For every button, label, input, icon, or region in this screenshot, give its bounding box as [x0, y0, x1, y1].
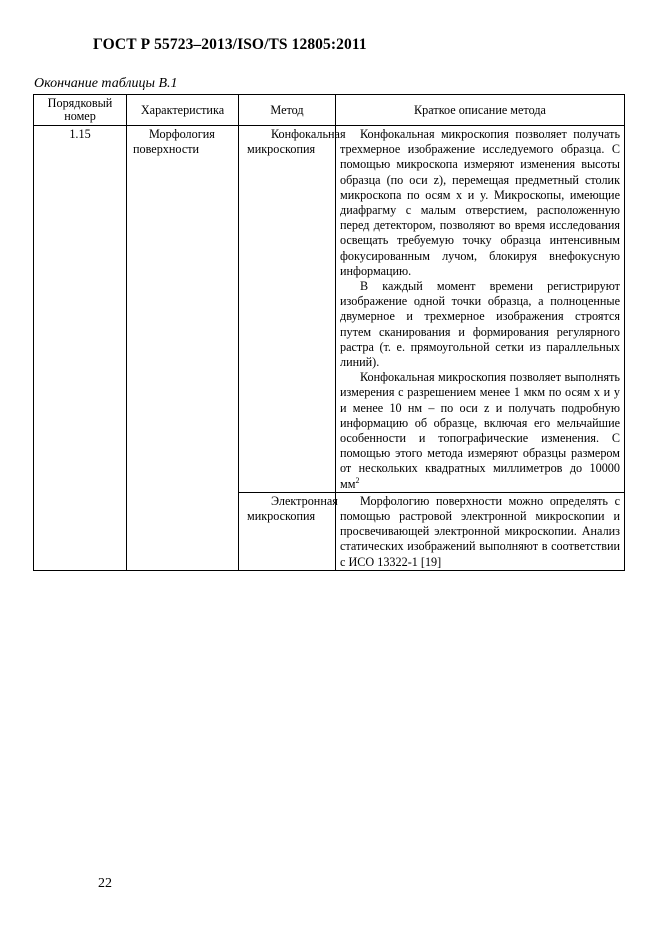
method-cell-confocal	[239, 126, 346, 493]
description-paragraph: В каждый момент времени регистрируют изображение одной точки образца, а полноценные двумерное и трехмерное изображения строятся путем сканирования и формирования регулярного растра (т. е. прямоугольной сетки из параллельных линий).	[340, 279, 620, 370]
superscript-2: 2	[355, 475, 360, 485]
table-caption: Окончание таблицы В.1	[34, 76, 178, 91]
column-header-description: Краткое описание метода	[336, 95, 625, 126]
column-header-characteristic: Характеристика	[127, 95, 239, 126]
table-header-row	[34, 95, 625, 126]
page-number: 22	[98, 876, 112, 891]
row-characteristic	[127, 126, 239, 571]
column-header-number: Порядковый номер	[34, 95, 127, 126]
description-cell-confocal	[336, 126, 625, 493]
row-number: 1.15	[34, 126, 127, 571]
description-paragraph-text: Конфокальная микроскопия позволяет выполнять измерения с разрешением менее 1 мкм по осям x и y и менее 10 нм – по оси z и получать подробную информацию об образце, включая его мельчайшие особенности и топографические изменения. С помощью этого метода измеряют образцы размером от нескольких квадратных миллиметров до 10000 мм	[340, 370, 620, 491]
method-name-confocal: Конфокальная микроскопия	[247, 127, 346, 157]
document-header: ГОСТ Р 55723–2013/ISO/TS 12805:2011	[93, 36, 367, 53]
description-paragraph	[340, 370, 620, 492]
method-name-electron: Электронная микроскопия	[247, 493, 338, 524]
characteristic-text: Морфология поверхности	[133, 127, 215, 157]
description-cell-electron	[336, 492, 625, 570]
column-header-method: Метод	[239, 95, 336, 126]
description-paragraph: Конфокальная микроскопия позволяет получать трехмерное изображение исследуемого образца. С помощью микроскопа измеряют изменения высоты образца (по оси z), перемещая предметный столик микроскопа по осям x и y. Микроскопы, имеющие диафрагму с малым отверстием, расположенную перед детектором, позволяют во время исследования освещать требуемую точку образца интенсивным фокусированным лучом, блокируя внефокусную информацию.	[340, 127, 620, 278]
description-paragraph: Морфологию поверхности можно определять с помощью растровой электронной микроскопии и просвечивающей электронной микроскопии. Анализ статических изображений выполняют в соответствии с ИСО 13322-1 [19]	[340, 493, 620, 569]
method-cell-electron	[239, 492, 336, 570]
characteristics-table	[33, 94, 625, 571]
table-row	[34, 126, 625, 493]
